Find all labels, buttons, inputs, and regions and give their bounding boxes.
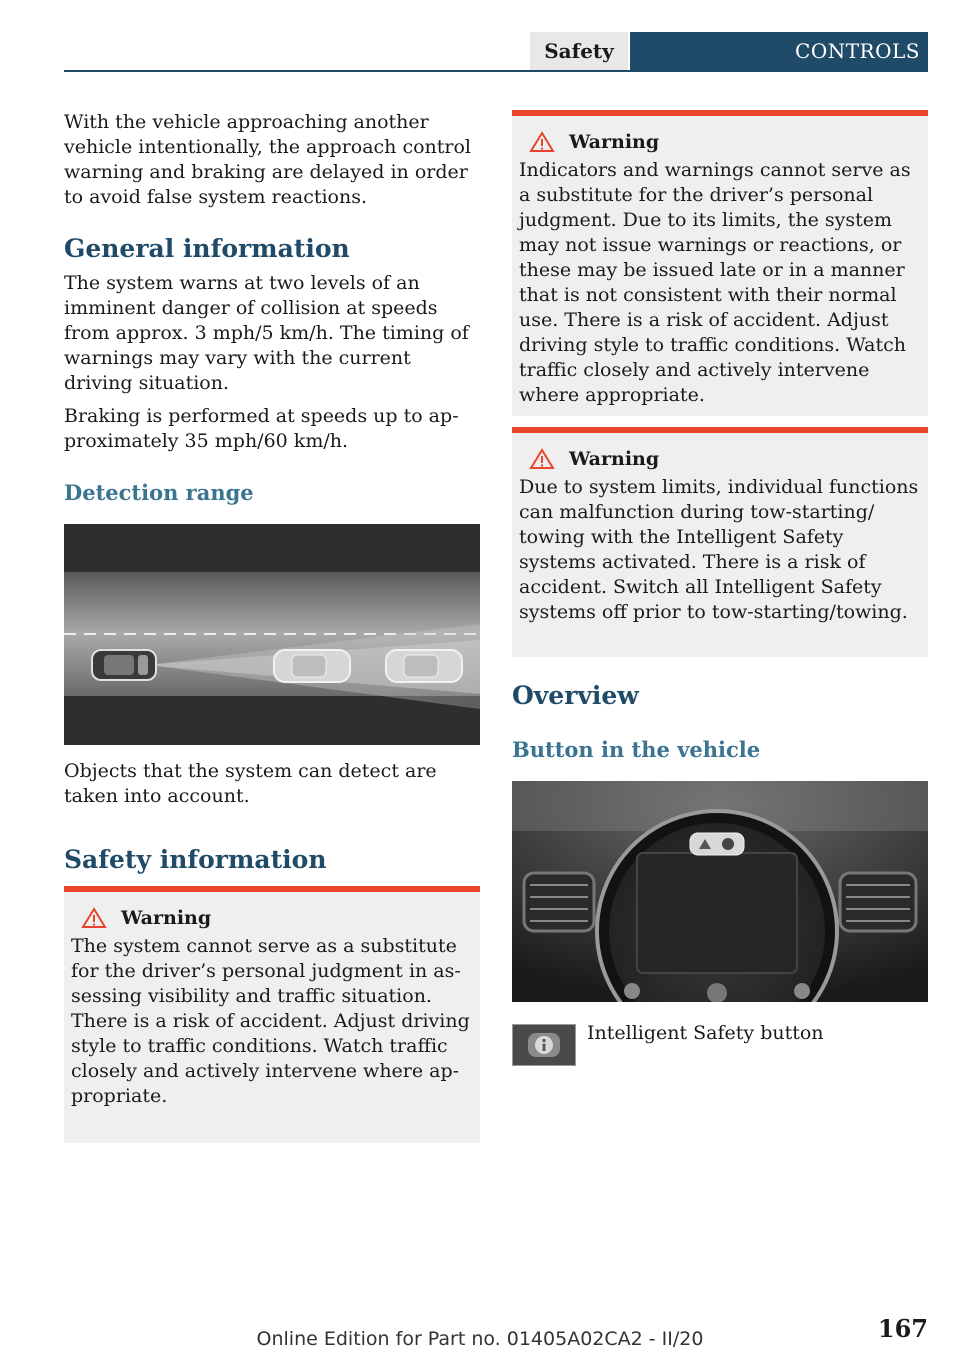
general-information-paragraph-2: Braking is performed at speeds up to approximately 35 mph/60 km/h.: [64, 405, 459, 452]
warning-header: [71, 906, 472, 930]
right-air-vent: [840, 873, 916, 931]
ego-car-icon: [92, 650, 156, 680]
warning-box-2: [512, 110, 928, 416]
detection-range-illustration: [64, 524, 480, 745]
safety-information-heading: Safety information: [64, 845, 327, 874]
warning-header: [519, 130, 920, 154]
overview-heading: Overview: [512, 681, 639, 710]
general-information-paragraph-1: The system warns at two levels of an imminent danger of collision at speeds from approx. 3 mph/5 km/h. The timing of warnings may vary with the current driving situation.: [64, 272, 469, 394]
warning-text: The system cannot serve as a substitute for the driver’s personal judgment in assessing visibility and traffic situation. There is a risk of accident. Adjust driving style to traffic conditions. Watch traffic closely and actively intervene where appropriate.: [71, 935, 470, 1107]
warning-text: Due to system limits, individual functions can malfunction during tow-starting/ towing with the Intelligent Safety systems activated. There is a risk of accident. Switch all Intelligent Safety systems off prior to tow-starting/towing.: [519, 476, 919, 623]
left-air-vent: [524, 873, 594, 931]
safety-button-cluster: [690, 833, 744, 855]
intro-paragraph: With the vehicle approaching another vehicle intentionally, the approach control warning and braking are delayed in order to avoid false system reactions.: [64, 111, 472, 208]
chapter-label: CONTROLS: [795, 39, 920, 63]
target-car-icon: [274, 650, 350, 682]
header-rule: [64, 70, 928, 72]
intelligent-safety-button-icon: [512, 1024, 576, 1066]
warning-triangle-icon: [529, 448, 555, 470]
detection-range-drawing: [64, 524, 480, 745]
running-header-chapter: [630, 32, 928, 70]
button-in-vehicle-heading: Button in the vehicle: [512, 737, 761, 762]
warning-box-3: [512, 427, 928, 657]
edition-footer: Online Edition for Part no. 01405A02CA2 - II/20: [256, 1328, 704, 1350]
dashboard-drawing: [512, 781, 928, 1002]
dashboard-photo: [512, 781, 928, 1002]
warning-text: Indicators and warnings cannot serve as a substitute for the driver’s personal judgment. Due to its limits, the system may not issue warnings or reactions, or these may be issued late or in a manner that is not consistent with their normal use. There is a risk of accident. Adjust driving style to traffic conditions. Watch traffic closely and actively intervene where appropriate.: [519, 159, 911, 406]
general-information-heading: General information: [64, 234, 350, 263]
intelligent-safety-symbol-icon: [526, 1030, 562, 1060]
running-header-section: Safety: [530, 32, 628, 70]
warning-title: Warning: [569, 448, 660, 470]
intelligent-safety-button-label: Intelligent Safety button: [587, 1022, 824, 1044]
warning-box-1: [64, 886, 480, 1143]
warning-title: Warning: [569, 131, 660, 153]
detection-range-caption: Objects that the system can detect are taken into account.: [64, 760, 437, 807]
warning-header: [519, 447, 920, 471]
warning-triangle-icon: [529, 131, 555, 153]
warning-title: Warning: [121, 907, 212, 929]
warning-triangle-icon: [81, 907, 107, 929]
page-number: 167: [877, 1314, 928, 1343]
detection-range-heading: Detection range: [64, 480, 254, 505]
target-car-icon: [386, 650, 462, 682]
